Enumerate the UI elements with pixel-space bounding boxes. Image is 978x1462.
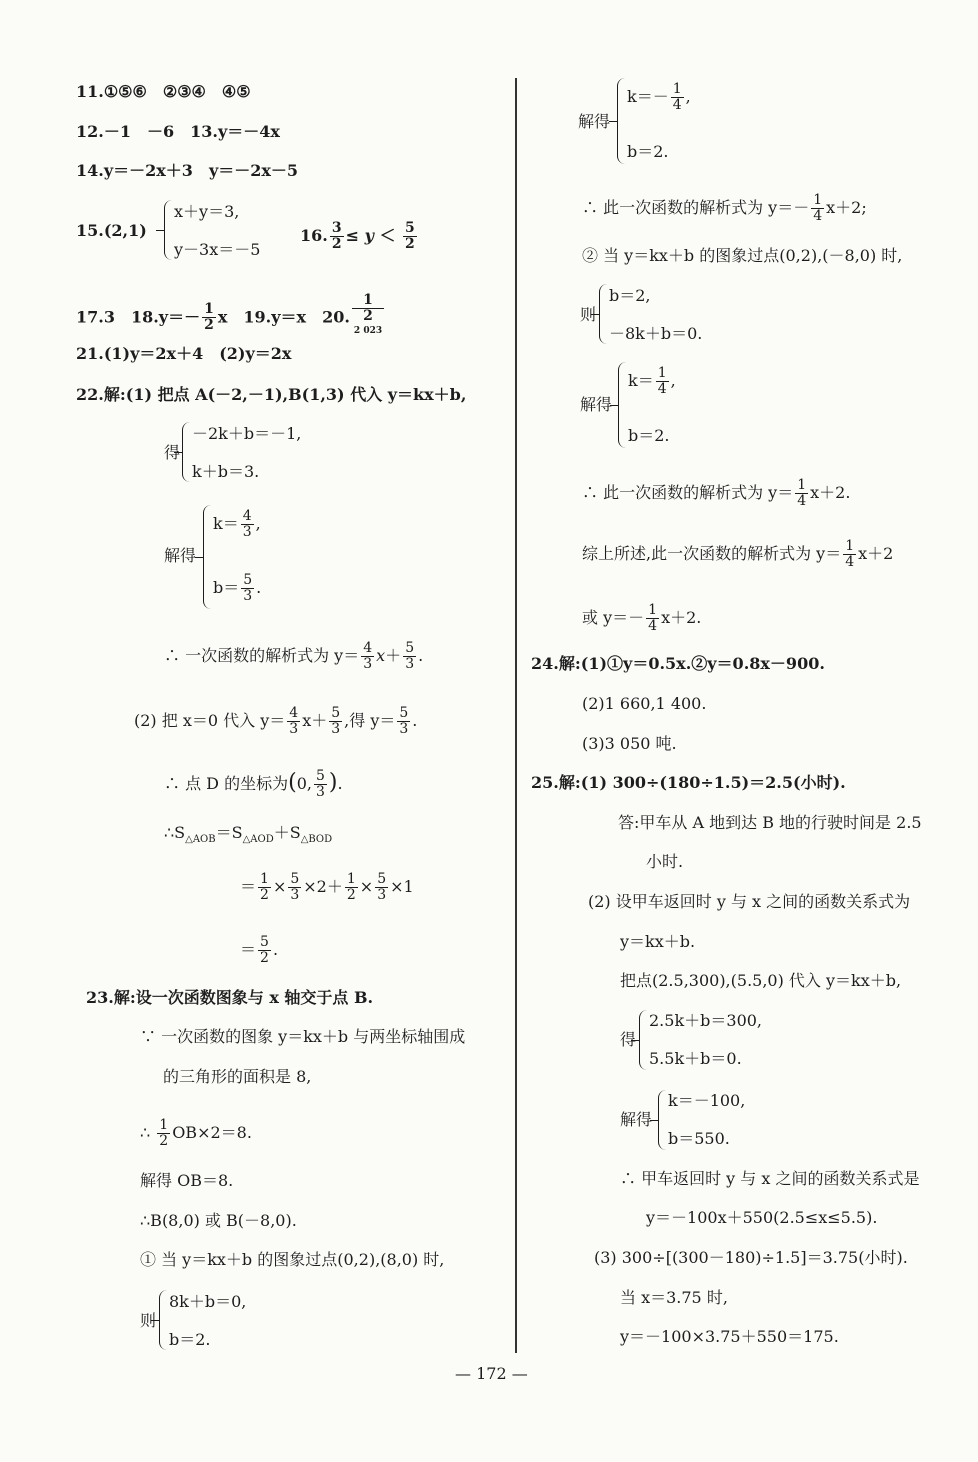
answer-16: 16. $\frac{3}{2}$ ≤ y ＜ $\frac{5}{2}$ — [300, 220, 415, 252]
answer-page: 11.①⑤⑥ ②③④ ④⑤ 12.－1 －6 13.y＝－4x 14.y＝－2x＋3 y＝－2x－5 15.(2,1) x＋y＝3, y－3x＝－5 16. $\frac{3}{2}$ ≤ y ＜ $\frac{5}{2}$ 17.3 18.y＝－ $\frac{1}{2}$ x 19.y＝x 20. 1 2 $^{2 023}$ 21.(1)y＝2x＋4 (2)y＝2x 22.解:(1) 把点 A(－2,－1),B(1,3) 代入 y＝kx＋b, 得 －2k＋b＝－1, k＋b＝3. 解得 k＝ $\frac{4}{3}$ , b＝ $\frac{5}{3}$ . ∴ 一次函数的解析式为 y＝ $\frac{4}{3}$ x＋ $\frac{5}{3}$ . (2) 把 x＝0 代入 y＝ $\frac{4}{3}$ x＋ $\frac{5}{3}$ ,得 y＝ $\frac{5}{3}$ . ∴ 点 D 的坐标为(0, $\frac{5}{3}$ ). $\therefore S_{\triangle AOB}=S_{\triangle AOD}+S_{\triangle BOD}$ ＝ $\frac{1}{2}$ × $\frac{5}{3}$ ×2＋ $\frac{1}{2}$ × $\frac{5}{3}$ ×1 ＝ $\frac{5}{2}$ . 23.解:设一次函数图象与 x 轴交于点 B. ∵ 一次函数的图象 y＝kx＋b 与两坐标轴围成 的三角形的面积是 8, ∴ $\frac{1}{2}$ OB×2＝8. 解得 OB＝8. ∴B(8,0) 或 B(－8,0). ① 当 y＝kx＋b 的图象过点(0,2),(8,0) 时, 则 8k＋b＝0, b＝2. 解得 k＝－ $\frac{1}{4}$ , b＝2. ∴ 此一次函数的解析式为 y＝－ $\frac{1}{4}$ x＋2; ② 当 y＝kx＋b 的图象过点(0,2),(－8,0) 时, 则 b＝2, －8k＋b＝0. 解得 k＝ $\frac{1}{4}$ , b＝2. ∴ 此一次函数的解析式为 y＝ $\frac{1}{4}$ x＋2. 综上所述,此一次函数的解析式为 y＝ $\frac{1}{4}$ x＋2 或 y＝－ $\frac{1}{4}$ x＋2. 24.解:(1)①y＝0.5x.②y＝0.8x－900. (2)1 660,1 400. (3)3 050 吨. 25.解:(1) 300÷(180÷1.5)＝2.5(小时). 答:甲车从 A 地到达 B 地的行驶时间是 2.5 小时. (2) 设甲车返回时 y 与 x 之间的函数关系式为 y＝kx＋b. 把点(2.5,300),(5.5,0) 代入 y＝kx＋b, 得 2.5k＋b＝300, 5.5k＋b＝0. 解得 k＝－100, b＝550. ∴ 甲车返回时 y 与 x 之间的函数关系式是 y＝－100x＋550(2.5≤x≤5.5). (3) 300÷[(300－180)÷1.5]＝3.75(小时). 当 x＝3.75 时, y＝－100×3.75＋550＝175. — 172 — — [0, 0, 978, 1462]
answer-22-system: －2k＋b＝－1, k＋b＝3. — [182, 422, 342, 482]
answer-17-20: 17.3 18.y＝－ $\frac{1}{2}$ x 19.y＝x 20. 1 2 $^{2 023}$ — [76, 292, 383, 336]
answer-23-solution-1: k＝－ $\frac{1}{4}$ , b＝2. — [617, 78, 727, 164]
answer-21: 21.(1)y＝2x＋4 (2)y＝2x — [76, 344, 292, 363]
answer-25-solution: k＝－100, b＝550. — [658, 1090, 768, 1150]
answer-24: 24.解:(1)①y＝0.5x.②y＝0.8x－900. — [531, 654, 825, 673]
answer-22-part2: (2) 把 x＝0 代入 y＝ $\frac{4}{3}$ x＋ $\frac{5}{3}$ ,得 y＝ $\frac{5}{3}$ . — [134, 705, 418, 737]
answer-22-area: $\therefore S_{\triangle AOB}=S_{\triangle AOD}+S_{\triangle BOD}$ — [164, 823, 333, 846]
page-number: — 172 — — [455, 1364, 528, 1383]
answer-14: 14.y＝－2x＋3 y＝－2x－5 — [76, 161, 299, 180]
answer-22-area-result: ＝ $\frac{5}{2}$ . — [240, 934, 279, 966]
answer-22-solution: k＝ $\frac{4}{3}$ , b＝ $\frac{5}{3}$ . — [203, 505, 303, 609]
answer-23-summary: 综上所述,此一次函数的解析式为 y＝ $\frac{1}{4}$ x＋2 — [582, 538, 894, 570]
answer-23-system: 8k＋b＝0, b＝2. — [159, 1290, 279, 1350]
answer-12-13: 12.－1 －6 13.y＝－4x — [76, 122, 280, 141]
answer-25-system: 2.5k＋b＝300, 5.5k＋b＝0. — [639, 1010, 789, 1070]
answer-25: 25.解:(1) 300÷(180÷1.5)＝2.5(小时). — [531, 773, 846, 792]
answer-23-equation: ∴ $\frac{1}{2}$ OB×2＝8. — [140, 1117, 252, 1149]
answer-23-function-2: ∴ 此一次函数的解析式为 y＝ $\frac{1}{4}$ x＋2. — [582, 477, 851, 509]
answer-22-point-d: ∴ 点 D 的坐标为(0, $\frac{5}{3}$ ). — [164, 768, 343, 800]
answer-22-function: ∴ 一次函数的解析式为 y＝ $\frac{4}{3}$ x＋ $\frac{5}{3}$ . — [164, 640, 424, 672]
answer-23-summary-2: 或 y＝－ $\frac{1}{4}$ x＋2. — [582, 602, 702, 634]
answer-11: 11.①⑤⑥ ②③④ ④⑤ — [76, 82, 251, 101]
column-divider — [515, 78, 517, 1353]
answer-23-solution-2: k＝ $\frac{1}{4}$ , b＝2. — [618, 362, 718, 448]
answer-23-intro: 23.解:设一次函数图象与 x 轴交于点 B. — [86, 988, 374, 1007]
answer-22-area-calc: ＝ $\frac{1}{2}$ × $\frac{5}{3}$ ×2＋ $\frac{1}{2}$ × $\frac{5}{3}$ ×1 — [240, 871, 414, 903]
answer-23-system-2: b＝2, －8k＋b＝0. — [599, 284, 739, 344]
answer-15: 15.(2,1) — [76, 221, 147, 240]
answer-23-function-1: ∴ 此一次函数的解析式为 y＝－ $\frac{1}{4}$ x＋2; — [582, 192, 867, 224]
answer-15-system: x＋y＝3, y－3x＝－5 — [164, 200, 294, 260]
answer-22-intro: 22.解:(1) 把点 A(－2,－1),B(1,3) 代入 y＝kx＋b, — [76, 385, 467, 404]
